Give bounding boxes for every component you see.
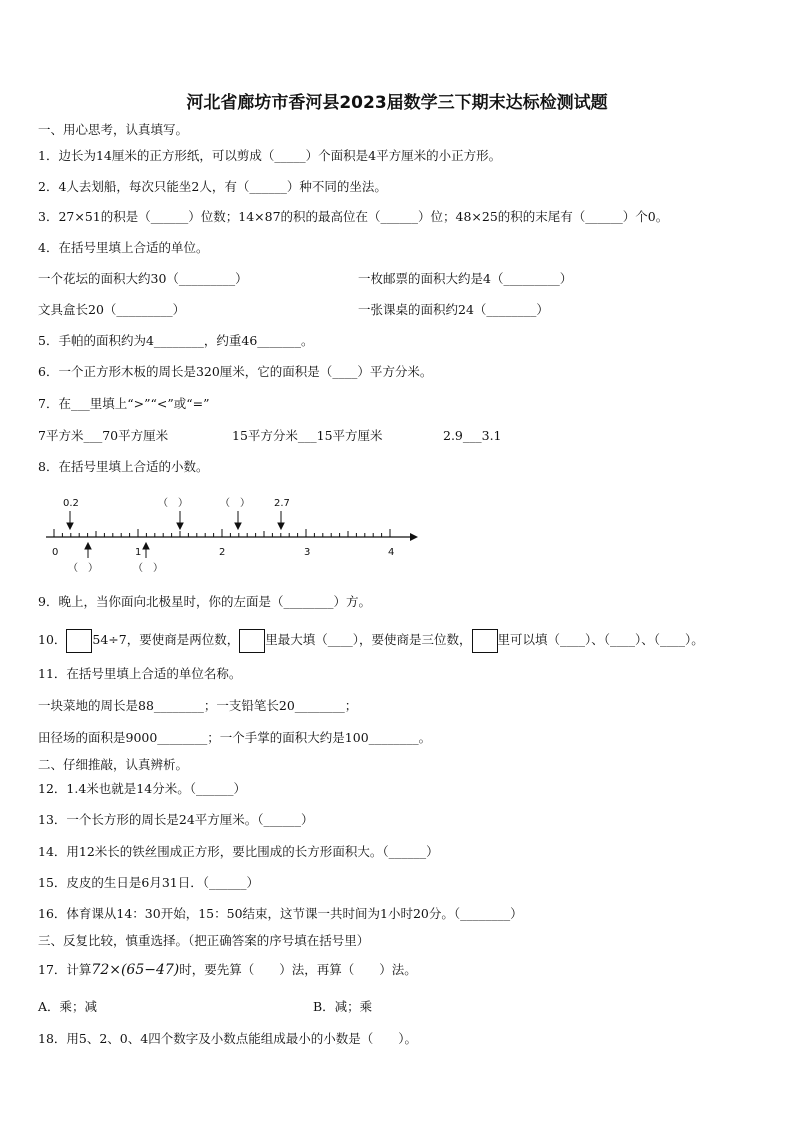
question-11-line-b: 田径场的面积是9000________；一个手掌的面积大约是100________。 bbox=[38, 730, 432, 745]
question-11-line-a: 一块菜地的周长是88________；一支铅笔长20________； bbox=[38, 698, 358, 713]
arrow-head-icon bbox=[143, 543, 149, 549]
number-line-tick-0: 0 bbox=[52, 547, 59, 558]
number-line-tick-4: 4 bbox=[388, 547, 395, 558]
question-10 bbox=[38, 628, 704, 653]
question-15: 15．皮皮的生日是6月31日．（______） bbox=[38, 875, 260, 890]
arrow-head-icon bbox=[85, 543, 91, 549]
number-line-top-label-4: 2.7 bbox=[274, 498, 290, 509]
question-12: 12．1.4米也就是14分米。（______） bbox=[38, 781, 246, 796]
section-2-heading: 二、仔细推敲，认真辨析。 bbox=[38, 757, 189, 772]
question-7: 7．在___里填上“>”“<”或“=” bbox=[38, 396, 210, 411]
question-8: 8．在括号里填上合适的小数。 bbox=[38, 459, 209, 474]
question-9: 9．晚上，当你面向北极星时，你的左面是（________）方。 bbox=[38, 594, 371, 609]
question-17-option-a: A．乘；减 bbox=[38, 999, 98, 1014]
math-expression: 72×(65−47) bbox=[91, 962, 180, 978]
number-line-top-label-2: （ ） bbox=[158, 498, 188, 509]
question-14: 14．用12米长的铁丝围成正方形，要比围成的长方形面积大。（______） bbox=[38, 844, 439, 859]
answer-box[interactable] bbox=[239, 629, 265, 653]
question-13: 13．一个长方形的周长是24平方厘米。（______） bbox=[38, 812, 314, 827]
arrow-head-icon bbox=[278, 523, 284, 529]
question-11: 11．在括号里填上合适的单位名称。 bbox=[38, 666, 242, 681]
question-4-item-b: 一枚邮票的面积大约是4（_________） bbox=[358, 271, 573, 286]
section-3-heading: 三、反复比较，慎重选择。（把正确答案的序号填在括号里） bbox=[38, 933, 370, 948]
answer-box[interactable] bbox=[66, 629, 92, 653]
number-line-tick-1: 1 bbox=[135, 547, 142, 558]
question-7-item-b: 15平方分米___15平方厘米 bbox=[232, 428, 383, 443]
question-17 bbox=[38, 962, 417, 978]
question-4-item-c: 文具盒长20（_________） bbox=[38, 302, 186, 317]
number-line-tick-3: 3 bbox=[304, 547, 311, 558]
question-6: 6．一个正方形木板的周长是320厘米，它的面积是（____）平方分米。 bbox=[38, 364, 433, 379]
arrow-head-icon bbox=[235, 523, 241, 529]
number-line-figure bbox=[38, 493, 418, 575]
question-3: 3．27×51的积是（______）位数；14×87的积的最高位在（______）位；48×25的积的末尾有（______）个0。 bbox=[38, 209, 669, 224]
number-line-top-label-1: 0.2 bbox=[63, 498, 79, 509]
question-10-part-1: 54÷7，要使商是两位数， bbox=[92, 632, 240, 647]
question-4: 4．在括号里填上合适的单位。 bbox=[38, 240, 209, 255]
number-line-tick-2: 2 bbox=[219, 547, 226, 558]
arrow-head-icon bbox=[67, 523, 73, 529]
question-1: 1．边长为14厘米的正方形纸，可以剪成（_____）个面积是4平方厘米的小正方形。 bbox=[38, 148, 502, 163]
number-line-bottom-label-1: （ ） bbox=[68, 563, 98, 574]
question-17-prefix: 17．计算 bbox=[38, 962, 92, 977]
question-10-part-3: 里可以填（____）、（____）、（____）。 bbox=[497, 632, 704, 647]
section-1-heading: 一、用心思考，认真填写。 bbox=[38, 122, 189, 137]
question-7-item-c: 2.9___3.1 bbox=[443, 428, 502, 443]
page-title: 河北省廊坊市香河县2023届数学三下期末达标检测试题 bbox=[186, 93, 608, 113]
question-10-part-2: 里最大填（____），要使商是三位数， bbox=[265, 632, 472, 647]
question-2: 2．4人去划船，每次只能坐2人，有（______）种不同的坐法。 bbox=[38, 179, 387, 194]
question-4-item-a: 一个花坛的面积大约30（_________） bbox=[38, 271, 248, 286]
number-line-bottom-label-2: （ ） bbox=[133, 563, 163, 574]
question-5: 5．手帕的面积约为4________，约重46_______。 bbox=[38, 333, 314, 348]
arrow-head-icon bbox=[177, 523, 183, 529]
question-4-item-d: 一张课桌的面积约24（________） bbox=[358, 302, 549, 317]
answer-box[interactable] bbox=[472, 629, 498, 653]
question-18: 18．用5、2、0、4四个数字及小数点能组成最小的小数是（ ）。 bbox=[38, 1031, 417, 1046]
number-line-top-label-3: （ ） bbox=[220, 498, 250, 509]
question-16: 16．体育课从14：30开始，15：50结束，这节课一共时间为1小时20分。（________） bbox=[38, 906, 523, 921]
question-10-number: 10． bbox=[38, 632, 67, 647]
question-17-suffix: 时，要先算（ ）法，再算（ ）法。 bbox=[179, 962, 417, 977]
question-7-item-a: 7平方米___70平方厘米 bbox=[38, 428, 169, 443]
question-17-option-b: B．减；乘 bbox=[313, 999, 373, 1014]
